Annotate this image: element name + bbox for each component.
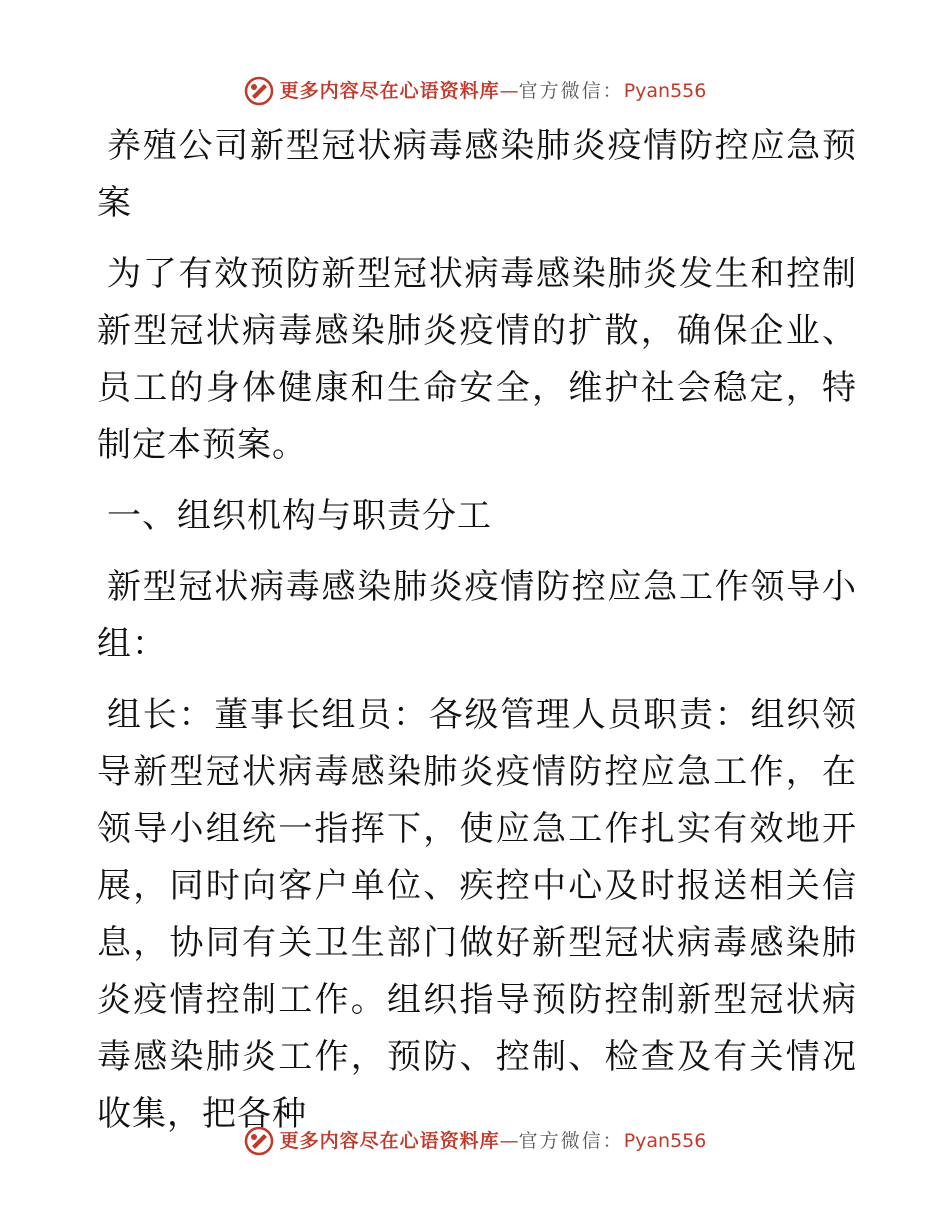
intro-paragraph: 为了有效预防新型冠状病毒感染肺炎发生和控制新型冠状病毒感染肺炎疫情的扩散，确保企业、员工的身体健康和生命安全，维护社会稳定，特制定本预案。: [97, 254, 857, 465]
watermark-wechat-label: 官方微信：: [518, 80, 624, 102]
watermark-wechat-id: Pyan556: [623, 1130, 707, 1152]
group-body-paragraph: 组长：董事长组员：各级管理人员职责：组织领导新型冠状病毒感染肺炎疫情防控应急工作，在领导小组统一指挥下，使应急工作扎实有效地开展，同时向客户单位、疾控中心及时报送相关信息，协同有关卫生部门做好新型冠状病毒感染肺炎疫情控制工作。组织指导预防控制新型冠状病毒感染肺炎工作，预防、控制、检查及有关情况收集，把各种: [97, 695, 857, 1134]
watermark-brand: 更多内容尽在心语资料库: [279, 80, 500, 102]
watermark-brand: 更多内容尽在心语资料库: [279, 1130, 500, 1152]
watermark-separator: —: [499, 1130, 519, 1152]
document-body: [97, 118, 857, 1157]
watermark-wechat-id: Pyan556: [623, 80, 707, 102]
brand-logo-icon: [244, 1126, 274, 1156]
section-heading: 一、组织机构与职责分工: [107, 496, 492, 536]
watermark-wechat-label: 官方微信：: [518, 1130, 624, 1152]
watermark-footer: [0, 1126, 950, 1156]
document-title: 养殖公司新型冠状病毒感染肺炎疫情防控应急预案: [97, 126, 857, 223]
watermark-separator: —: [499, 80, 519, 102]
group-heading: 新型冠状病毒感染肺炎疫情防控应急工作领导小组：: [97, 567, 857, 664]
watermark-header: [0, 76, 950, 106]
brand-logo-icon: [244, 76, 274, 106]
